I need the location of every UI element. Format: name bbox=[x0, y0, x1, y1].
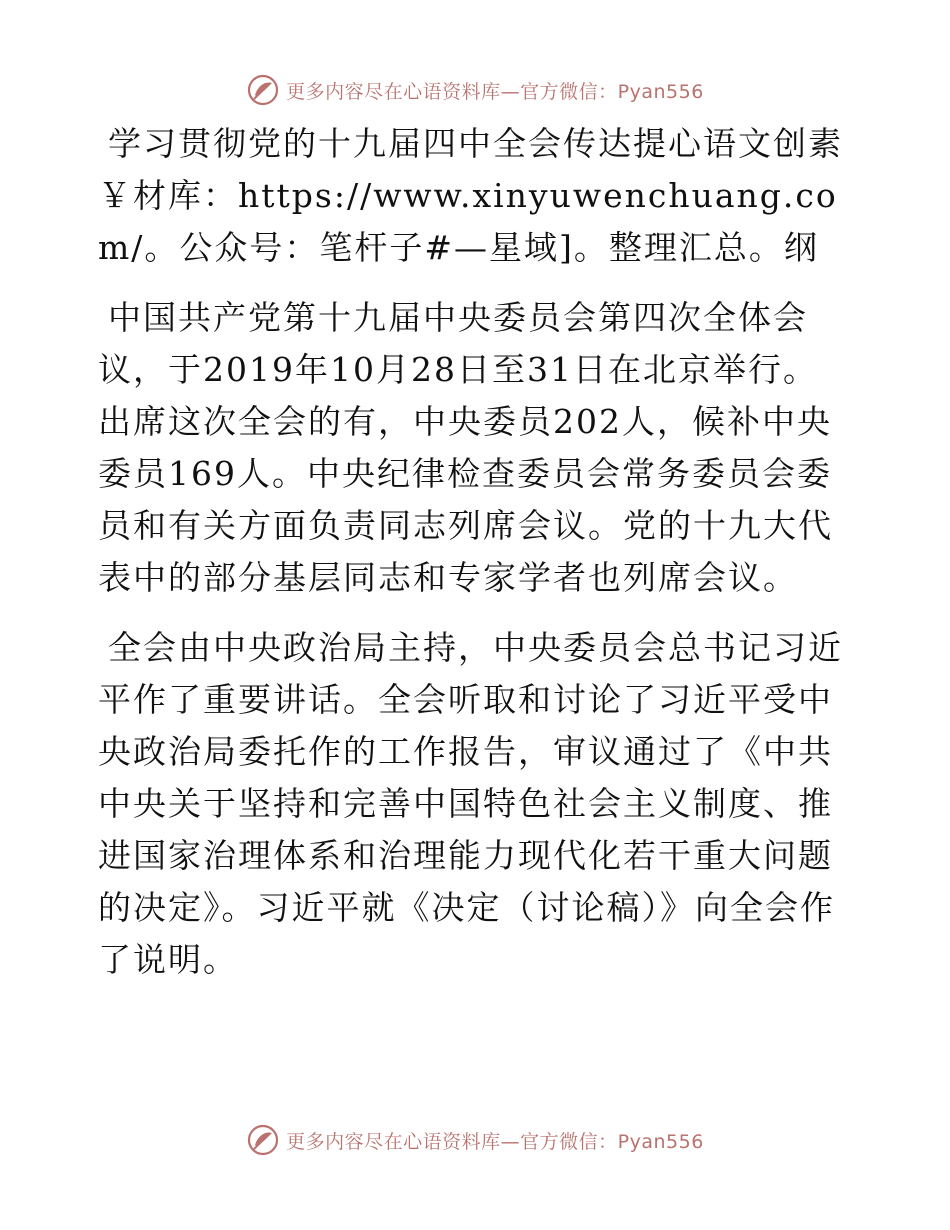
banner-text: 更多内容尽在心语资料库—官方微信：Pyan556 bbox=[286, 1130, 704, 1153]
paragraph-1: 学习贯彻党的十九届四中全会传达提心语文创素￥材库：https://www.xinyuwenchuang.com/。公众号：笔杆子#—星域]。整理汇总。纲 bbox=[98, 124, 843, 267]
footer-banner bbox=[0, 1120, 950, 1160]
header-banner bbox=[0, 70, 950, 110]
paragraph-3: 全会由中央政治局主持，中央委员会总书记习近平作了重要讲话。全会听取和讨论了习近平受中央政治局委托作的工作报告，审议通过了《中共中央关于坚持和完善中国特色社会主义制度、推进国家治理体系和治理能力现代化若干重大问题的决定》。习近平就《决定（讨论稿）》向全会作了说明。 bbox=[98, 628, 843, 979]
banner-text: 更多内容尽在心语资料库—官方微信：Pyan556 bbox=[286, 80, 704, 103]
paragraph-2: 中国共产党第十九届中央委员会第四次全体会议，于2019年10月28日至31日在北京举行。出席这次全会的有，中央委员202人，候补中央委员169人。中央纪律检查委员会常务委员会委员和有关方面负责同志列席会议。党的十九大代表中的部分基层同志和专家学者也列席会议。 bbox=[98, 298, 833, 597]
logo-icon bbox=[246, 1123, 280, 1157]
document-body bbox=[98, 118, 850, 1004]
logo-icon bbox=[246, 73, 280, 107]
